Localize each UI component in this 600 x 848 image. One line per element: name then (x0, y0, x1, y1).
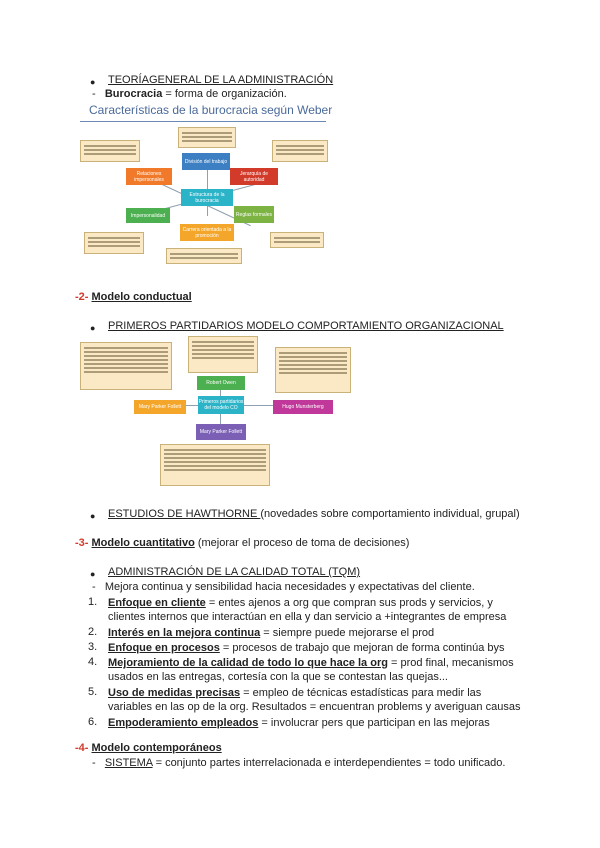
s4-sistema-line (92, 756, 505, 770)
s4-title: Modelo contemporáneos (91, 742, 222, 754)
box-center: Estructura de la burocracia (181, 189, 233, 206)
s3-bullet: ADMINISTRACIÓN DE LA CALIDAD TOTAL (TQM) (108, 566, 361, 578)
diagram1-title: Características de la burocracia según Weber (89, 103, 333, 117)
list-item (88, 716, 526, 731)
list-item (88, 641, 526, 656)
bullet-dot: ● (90, 323, 96, 333)
s1-burocracia-line (92, 87, 287, 101)
sistema-def: = conjunto partes interrelacionada e interdependientes = todo unificado. (152, 757, 506, 769)
box-follett: Mary Parker Follett (134, 400, 186, 414)
hawthorne-note: (novedades sobre comportamiento individual, grupal) (260, 508, 520, 520)
note-right (272, 140, 328, 162)
item-term: Interés en la mejora continua (108, 627, 261, 639)
s3-note: (mejorar el proceso de toma de decisiones) (194, 537, 410, 549)
s3-heading (75, 536, 409, 550)
item-text (108, 626, 434, 640)
bullet-dot: ● (90, 511, 96, 521)
note-bottom-left (84, 232, 144, 254)
item-num: 3. (88, 641, 98, 653)
dash-text: Mejora continua y sensibilidad hacia necesidades y expectativas del cliente. (104, 581, 475, 593)
note-top (188, 336, 258, 373)
s2-bullet: PRIMEROS PARTIDARIOS MODELO COMPORTAMIENTO ORGANIZACIONAL (108, 320, 504, 332)
box-division-trabajo: División del trabajo (182, 153, 230, 170)
item-rest: = empleo de técnicas estadísticas para medir las (240, 687, 482, 699)
note-bottom (166, 248, 242, 264)
item-num: 2. (88, 626, 98, 638)
note-top (178, 127, 236, 148)
diagram1-title-rule (80, 121, 326, 122)
s4-num: -4- (75, 742, 89, 754)
item-rest: = prod final, mecanismos (387, 657, 514, 669)
item-cont: clientes internos que interactúan en ella y dan servicio a +integrantes de empresa (108, 611, 507, 623)
item-num: 1. (88, 596, 98, 608)
s2-num: -2- (75, 291, 89, 303)
dash: - (92, 757, 105, 769)
list-item (88, 626, 526, 641)
item-text (108, 716, 490, 730)
item-rest: = entes ajenos a org que compran sus prods y servicios, y (205, 597, 493, 609)
note-bottom-right (270, 232, 324, 248)
box-bottom: Mary Parker Follett (196, 424, 246, 440)
box-relaciones: Relaciones impersonales (126, 168, 172, 185)
bullet-dot: ● (90, 569, 96, 579)
s2-hawthorne-line (108, 507, 520, 521)
item-num: 6. (88, 716, 98, 728)
bullet-dot: ● (90, 77, 96, 87)
item-term: Enfoque en procesos (108, 642, 220, 654)
s3-title: Modelo cuantitativo (91, 537, 195, 549)
box-center: Primeros partidarios del modelo CO (198, 396, 244, 414)
item-num: 4. (88, 656, 98, 668)
item-term: Mejoramiento de la calidad de todo lo que hace la org (108, 657, 388, 669)
sistema-term: SISTEMA (104, 757, 153, 769)
box-carrera: Carrera orientada a la promoción (180, 224, 234, 241)
s3-dash-line (92, 580, 475, 594)
item-term: Enfoque en cliente (108, 597, 206, 609)
item-cont: variables en las op de la org. Resultados = encuentran problems y averiguan causas (108, 701, 521, 713)
note-bottom (160, 444, 270, 486)
item-text (108, 596, 493, 610)
item-term: Uso de medidas precisas (108, 687, 241, 699)
s4-heading (75, 741, 222, 755)
box-impersonalidad: Impersonalidad (126, 208, 170, 223)
hawthorne-title: ESTUDIOS DE HAWTHORNE (108, 508, 261, 520)
note-left (80, 342, 172, 390)
item-rest: = procesos de trabajo que mejoran de forma continúa bys (219, 642, 505, 654)
item-num: 5. (88, 686, 98, 698)
s2-heading (75, 290, 192, 304)
tqm-list (88, 596, 526, 731)
burocracia-def: = forma de organización. (162, 88, 287, 100)
item-text (108, 656, 514, 670)
burocracia-term: Burocracia (104, 88, 163, 100)
note-right (275, 347, 351, 393)
item-rest: = involucrar pers que participan en las mejoras (258, 717, 490, 729)
dash: - (92, 88, 105, 100)
s1-bullet-title: TEORÍAGENERAL DE LA ADMINISTRACIÓN (108, 74, 334, 86)
item-cont: usados en las entregas, cortesía con la que se contestan las quejas... (108, 671, 448, 683)
box-robert-owen: Robert Owen (197, 376, 245, 390)
list-item (88, 656, 526, 686)
item-term: Empoderamiento empleados (108, 717, 259, 729)
note-left (80, 140, 140, 162)
list-item (88, 596, 526, 626)
box-reglas: Reglas formales (234, 206, 274, 223)
list-item (88, 686, 526, 716)
item-text (108, 641, 505, 655)
item-text (108, 686, 481, 700)
s3-num: -3- (75, 537, 89, 549)
box-jerarquia: Jerarquía de autoridad (230, 168, 278, 185)
s2-title: Modelo conductual (91, 291, 192, 303)
box-munsterberg: Hugo Munsterberg (273, 400, 333, 414)
dash: - (92, 581, 105, 593)
item-rest: = siempre puede mejorarse el prod (260, 627, 435, 639)
